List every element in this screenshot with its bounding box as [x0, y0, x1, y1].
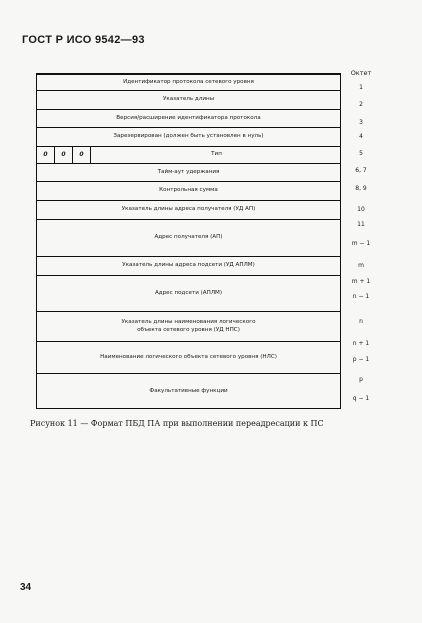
row-label: Наименование логического объекта сетевого уровня (НЛС) [100, 353, 277, 360]
row-label: Тип [211, 151, 222, 158]
pdu-format-diagram [36, 73, 341, 409]
row-label: Указатель длины [162, 96, 215, 103]
octet-number: 3 [359, 119, 363, 126]
octet-number: n + 1 [352, 340, 370, 347]
row-label: Указатель длины адреса подсети (УД АПЛМ) [122, 262, 255, 269]
row-destination-length [37, 201, 340, 220]
row-label: Зарезервирован (должен быть установлен в нуль) [113, 133, 264, 140]
row-label: Идентификатор протокола сетевого уровня [123, 78, 254, 85]
octet-column-header: Октет [350, 69, 372, 77]
row-label: Тайм-аут удержания [157, 168, 220, 175]
octet-number: p [359, 376, 363, 383]
octet-number: m + 1 [351, 278, 371, 285]
row-subnet-length [37, 257, 340, 276]
octet-number: 5 [359, 150, 363, 157]
type-bits [37, 147, 91, 163]
bit-cell: 0 [55, 147, 73, 163]
row-checksum [37, 182, 340, 201]
octet-number: m [358, 262, 364, 269]
octet-number-end: m − 1 [351, 240, 371, 247]
row-label: Факультативные функции [149, 387, 228, 394]
row-length-indicator [37, 91, 340, 110]
row-reserved [37, 128, 340, 147]
row-subnet-address [37, 276, 340, 312]
octet-number-end: q − 1 [352, 395, 370, 402]
row-label: Адрес получателя (АП) [154, 234, 223, 241]
document-header: ГОСТ Р ИСО 9542—93 [22, 34, 145, 46]
row-entity-title-length [37, 312, 340, 342]
octet-number: 10 [357, 206, 365, 213]
row-entity-title [37, 342, 340, 374]
octet-number: n [359, 318, 363, 325]
bit-cell: 0 [73, 147, 91, 163]
row-destination-address [37, 220, 340, 257]
octet-number: 6, 7 [355, 167, 367, 174]
row-version [37, 110, 340, 128]
octet-number: 2 [359, 101, 363, 108]
figure-caption: Рисунок 11 — Формат ПБД ПА при выполнении переадресации к ПС [30, 419, 324, 428]
row-label: Указатель длины наименования логического объекта сетевого уровня (УД НПС) [121, 318, 256, 333]
row-protocol-id [37, 75, 340, 91]
page-number: 34 [20, 582, 32, 593]
row-holding-time [37, 164, 340, 182]
row-label: Указатель длины адреса получателя (УД АП) [121, 206, 256, 213]
octet-number: 11 [357, 221, 365, 228]
octet-number-end: n − 1 [352, 293, 370, 300]
row-optional-functions [37, 374, 340, 409]
row-label: Контрольная сумма [159, 187, 218, 194]
octet-number: 4 [359, 133, 363, 140]
bit-cell: 0 [37, 147, 55, 163]
row-type [37, 147, 340, 164]
octet-number: 8, 9 [355, 185, 367, 192]
octet-number-end: p − 1 [352, 356, 370, 363]
octet-number: 1 [359, 84, 363, 91]
row-label: Адрес подсети (АПЛМ) [154, 289, 223, 296]
row-label: Версия/расширение идентификатора протокола [116, 114, 261, 121]
